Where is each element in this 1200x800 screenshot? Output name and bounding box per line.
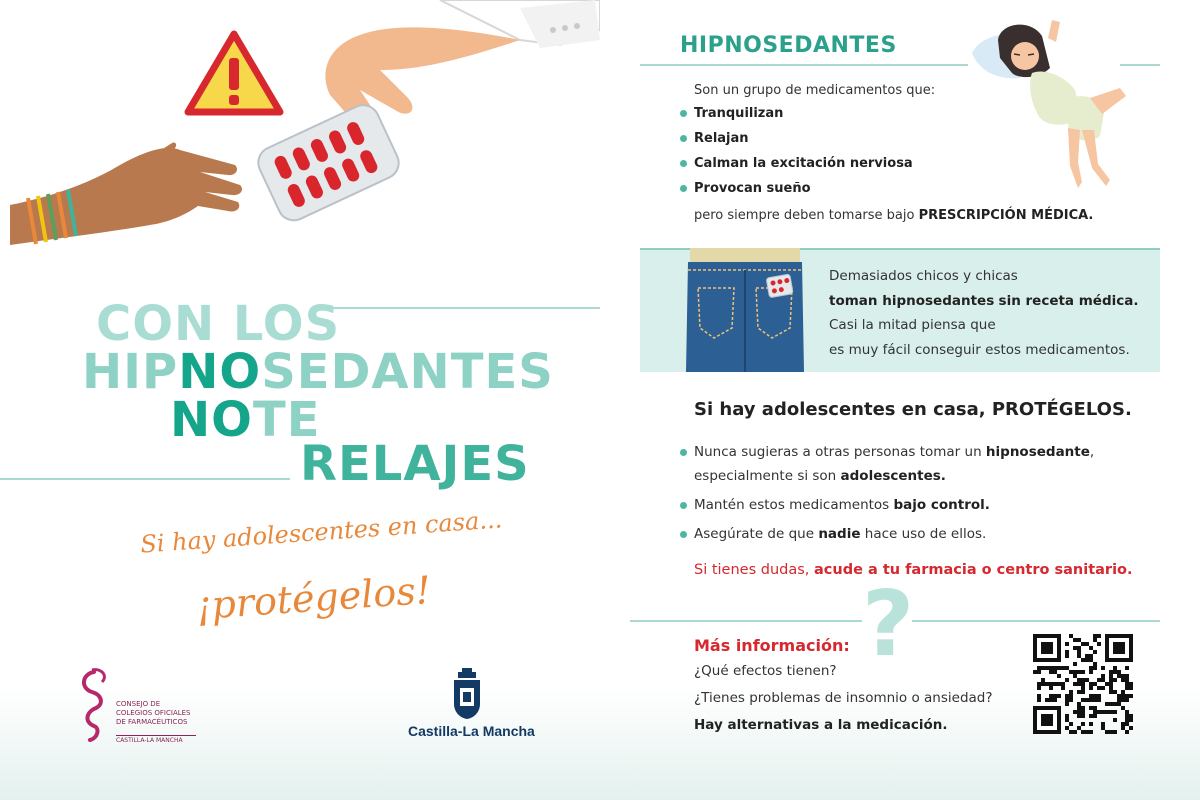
qr-code[interactable]: [1033, 634, 1133, 734]
title-rule-bottom: [0, 478, 290, 480]
more-info-lines: ¿Qué efectos tienen? ¿Tienes problemas de insomnio o ansiedad? Hay alternativas a la medicación.: [694, 663, 993, 733]
title-line-3: NOTE: [170, 392, 321, 448]
effects-list: [680, 105, 913, 205]
protect-heading: Si hay adolescentes en casa, PROTÉGELOS.: [694, 399, 1132, 420]
colegio-name: CONSEJO DE COLEGIOS OFICIALES DE FARMACÉUTICOS: [116, 700, 191, 726]
warning-icon: [182, 28, 286, 120]
statistic-text: Demasiados chicos y chicas toman hipnosedantes sin receta médica. Casi la mitad piensa que es muy fácil conseguir estos medicamentos.: [829, 268, 1139, 358]
title-line-2: HIPNOSEDANTES: [82, 344, 554, 400]
castilla-la-mancha-label: Castilla-La Mancha: [408, 723, 535, 739]
script-subtitle: Si hay adolescentes en casa...: [139, 505, 504, 559]
title-line-1: CON LOS: [96, 296, 341, 352]
list-item: Provocan sueño: [680, 180, 913, 205]
info-rule-left: [630, 620, 862, 622]
list-item: Tranquilizan: [680, 105, 913, 130]
intro-text: Son un grupo de medicamentos que:: [694, 83, 936, 98]
help-note: Si tienes dudas, acude a tu farmacia o centro sanitario.: [694, 562, 1133, 578]
sleeping-girl-illustration: [970, 18, 1140, 193]
list-item: Asegúrate de que nadie hace uso de ellos.: [680, 522, 1150, 546]
section-heading: HIPNOSEDANTES: [680, 33, 897, 58]
info-rule-right: [912, 620, 1160, 622]
tips-list: [680, 440, 1150, 551]
list-item: Calman la excitación nerviosa: [680, 155, 913, 180]
heading-rule: [640, 64, 968, 66]
more-info-heading: Más información:: [694, 636, 850, 655]
title-rule-top: [330, 307, 600, 309]
hands-pills-illustration: [0, 0, 600, 260]
list-item: Mantén estos medicamentos bajo control.: [680, 493, 1150, 517]
right-panel: [600, 0, 1200, 800]
jeans-pocket-illustration: [684, 248, 806, 372]
question-mark-icon: ?: [862, 572, 915, 677]
script-protect: ¡protégelos!: [194, 567, 433, 629]
list-item: Nunca sugieras a otras personas tomar un hipnosedante, especialmente si son adolescentes.: [680, 440, 1150, 488]
title-line-4: RELAJES: [300, 436, 530, 492]
colegio-region: CASTILLA-LA MANCHA: [116, 735, 196, 744]
list-item: Relajan: [680, 130, 913, 155]
prescription-note: pero siempre deben tomarse bajo PRESCRIPCIÓN MÉDICA.: [694, 208, 1094, 223]
castilla-la-mancha-crest-icon: [450, 666, 484, 720]
